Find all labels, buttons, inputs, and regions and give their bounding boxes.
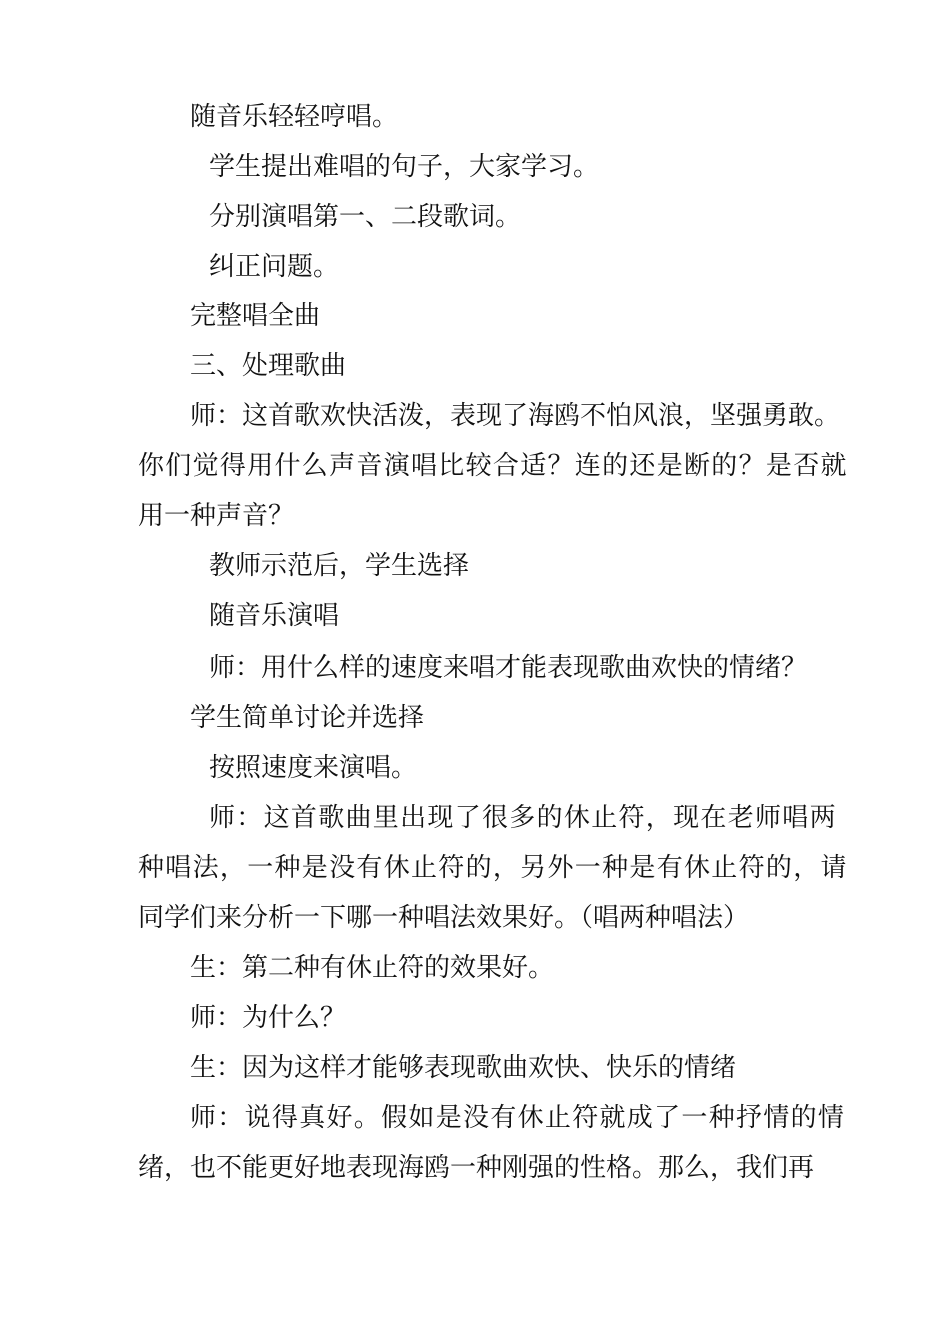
text-line: 随音乐演唱 <box>209 601 340 631</box>
text-line: 师：为什么？ <box>190 1003 347 1033</box>
text-line: 种唱法，一种是没有休止符的，另外一种是有休止符的，请 <box>138 853 848 883</box>
text-line: 纠正问题。 <box>209 252 340 282</box>
text-line: 学生提出难唱的句子，大家学习。 <box>209 152 600 182</box>
section-heading: 三、处理歌曲 <box>190 351 347 381</box>
text-line: 学生简单讨论并选择 <box>190 703 425 733</box>
text-line: 用一种声音？ <box>138 501 295 531</box>
text-line: 按照速度来演唱。 <box>209 753 418 783</box>
text-line: 同学们来分析一下哪一种唱法效果好。（唱两种唱法） <box>138 903 750 933</box>
text-line: 完整唱全曲 <box>190 301 321 331</box>
text-line: 绪，也不能更好地表现海鸥一种刚强的性格。那么，我们再 <box>138 1153 815 1183</box>
text-line: 师：用什么样的速度来唱才能表现歌曲欢快的情绪？ <box>209 653 808 683</box>
text-line: 分别演唱第一、二段歌词。 <box>209 202 522 232</box>
text-line: 生：因为这样才能够表现歌曲欢快、快乐的情绪 <box>190 1053 737 1083</box>
text-line: 教师示范后，学生选择 <box>209 551 470 581</box>
text-line: 师：这首歌欢快活泼，表现了海鸥不怕风浪，坚强勇敢。 <box>190 401 841 431</box>
text-line: 随音乐轻轻哼唱。 <box>190 102 399 132</box>
text-line: 师：说得真好。假如是没有休止符就成了一种抒情的情 <box>190 1103 846 1133</box>
text-line: 生：第二种有休止符的效果好。 <box>190 953 555 983</box>
text-line: 你们觉得用什么声音演唱比较合适？连的还是断的？是否就 <box>138 451 848 481</box>
text-line: 师：这首歌曲里出现了很多的休止符，现在老师唱两 <box>209 803 837 833</box>
